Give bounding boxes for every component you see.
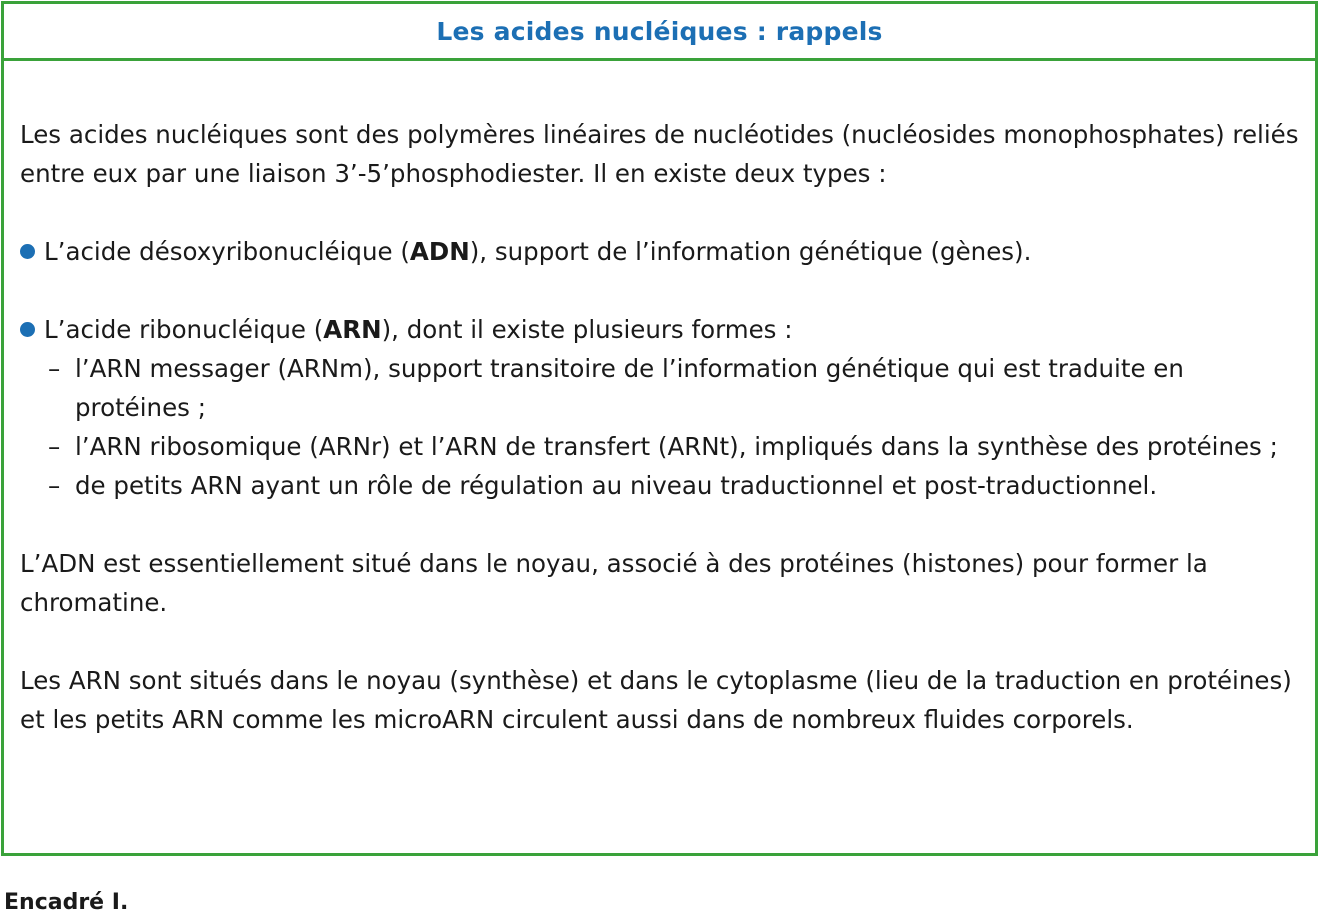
bullet-adn xyxy=(20,232,1299,271)
info-box xyxy=(1,1,1318,856)
bullet-adn-after: ), support de l’information génétique (gènes). xyxy=(469,237,1032,266)
bullet-adn-before: L’acide désoxyribonucléique ( xyxy=(44,237,410,266)
bullet-dot-icon xyxy=(20,244,35,259)
arn-form-item xyxy=(20,466,1299,505)
dash-mark: – xyxy=(48,471,61,500)
arn-location-paragraph: Les ARN sont situés dans le noyau (synthèse) et dans le cytoplasme (lieu de la traduction en protéines) et les petits ARN comme les microARN circulent aussi dans de nombreux fluides corporels. xyxy=(20,666,1292,734)
arn-form-text: l’ARN ribosomique (ARNr) et l’ARN de transfert (ARNt), impliqués dans la synthèse des protéines ; xyxy=(75,432,1278,461)
dash-mark: – xyxy=(48,354,61,383)
bullet-arn-term: ARN xyxy=(323,315,382,344)
adn-location-paragraph: L’ADN est essentiellement situé dans le noyau, associé à des protéines (histones) pour former la chromatine. xyxy=(20,549,1208,617)
box-title: Les acides nucléiques : rappels xyxy=(436,16,883,46)
arn-form-text: de petits ARN ayant un rôle de régulation au niveau traductionnel et post-traductionnel. xyxy=(75,471,1158,500)
arn-form-item xyxy=(20,349,1299,427)
bullet-dot-icon xyxy=(20,322,35,337)
dash-mark: – xyxy=(48,432,61,461)
bullet-arn xyxy=(20,310,1299,349)
arn-form-text: l’ARN messager (ARNm), support transitoire de l’information génétique qui est traduite en protéines ; xyxy=(75,354,1184,422)
intro-paragraph: Les acides nucléiques sont des polymères linéaires de nucléotides (nucléosides monophosphates) reliés entre eux par une liaison 3’-5’phosphodiester. Il en existe deux types : xyxy=(20,120,1299,188)
bullet-arn-before: L’acide ribonucléique ( xyxy=(44,315,324,344)
arn-form-item xyxy=(20,427,1299,466)
figure-caption: Encadré I. xyxy=(4,890,129,915)
bullet-adn-term: ADN xyxy=(409,237,470,266)
box-header xyxy=(4,4,1315,61)
bullet-arn-after: ), dont il existe plusieurs formes : xyxy=(381,315,793,344)
box-body xyxy=(4,61,1315,739)
